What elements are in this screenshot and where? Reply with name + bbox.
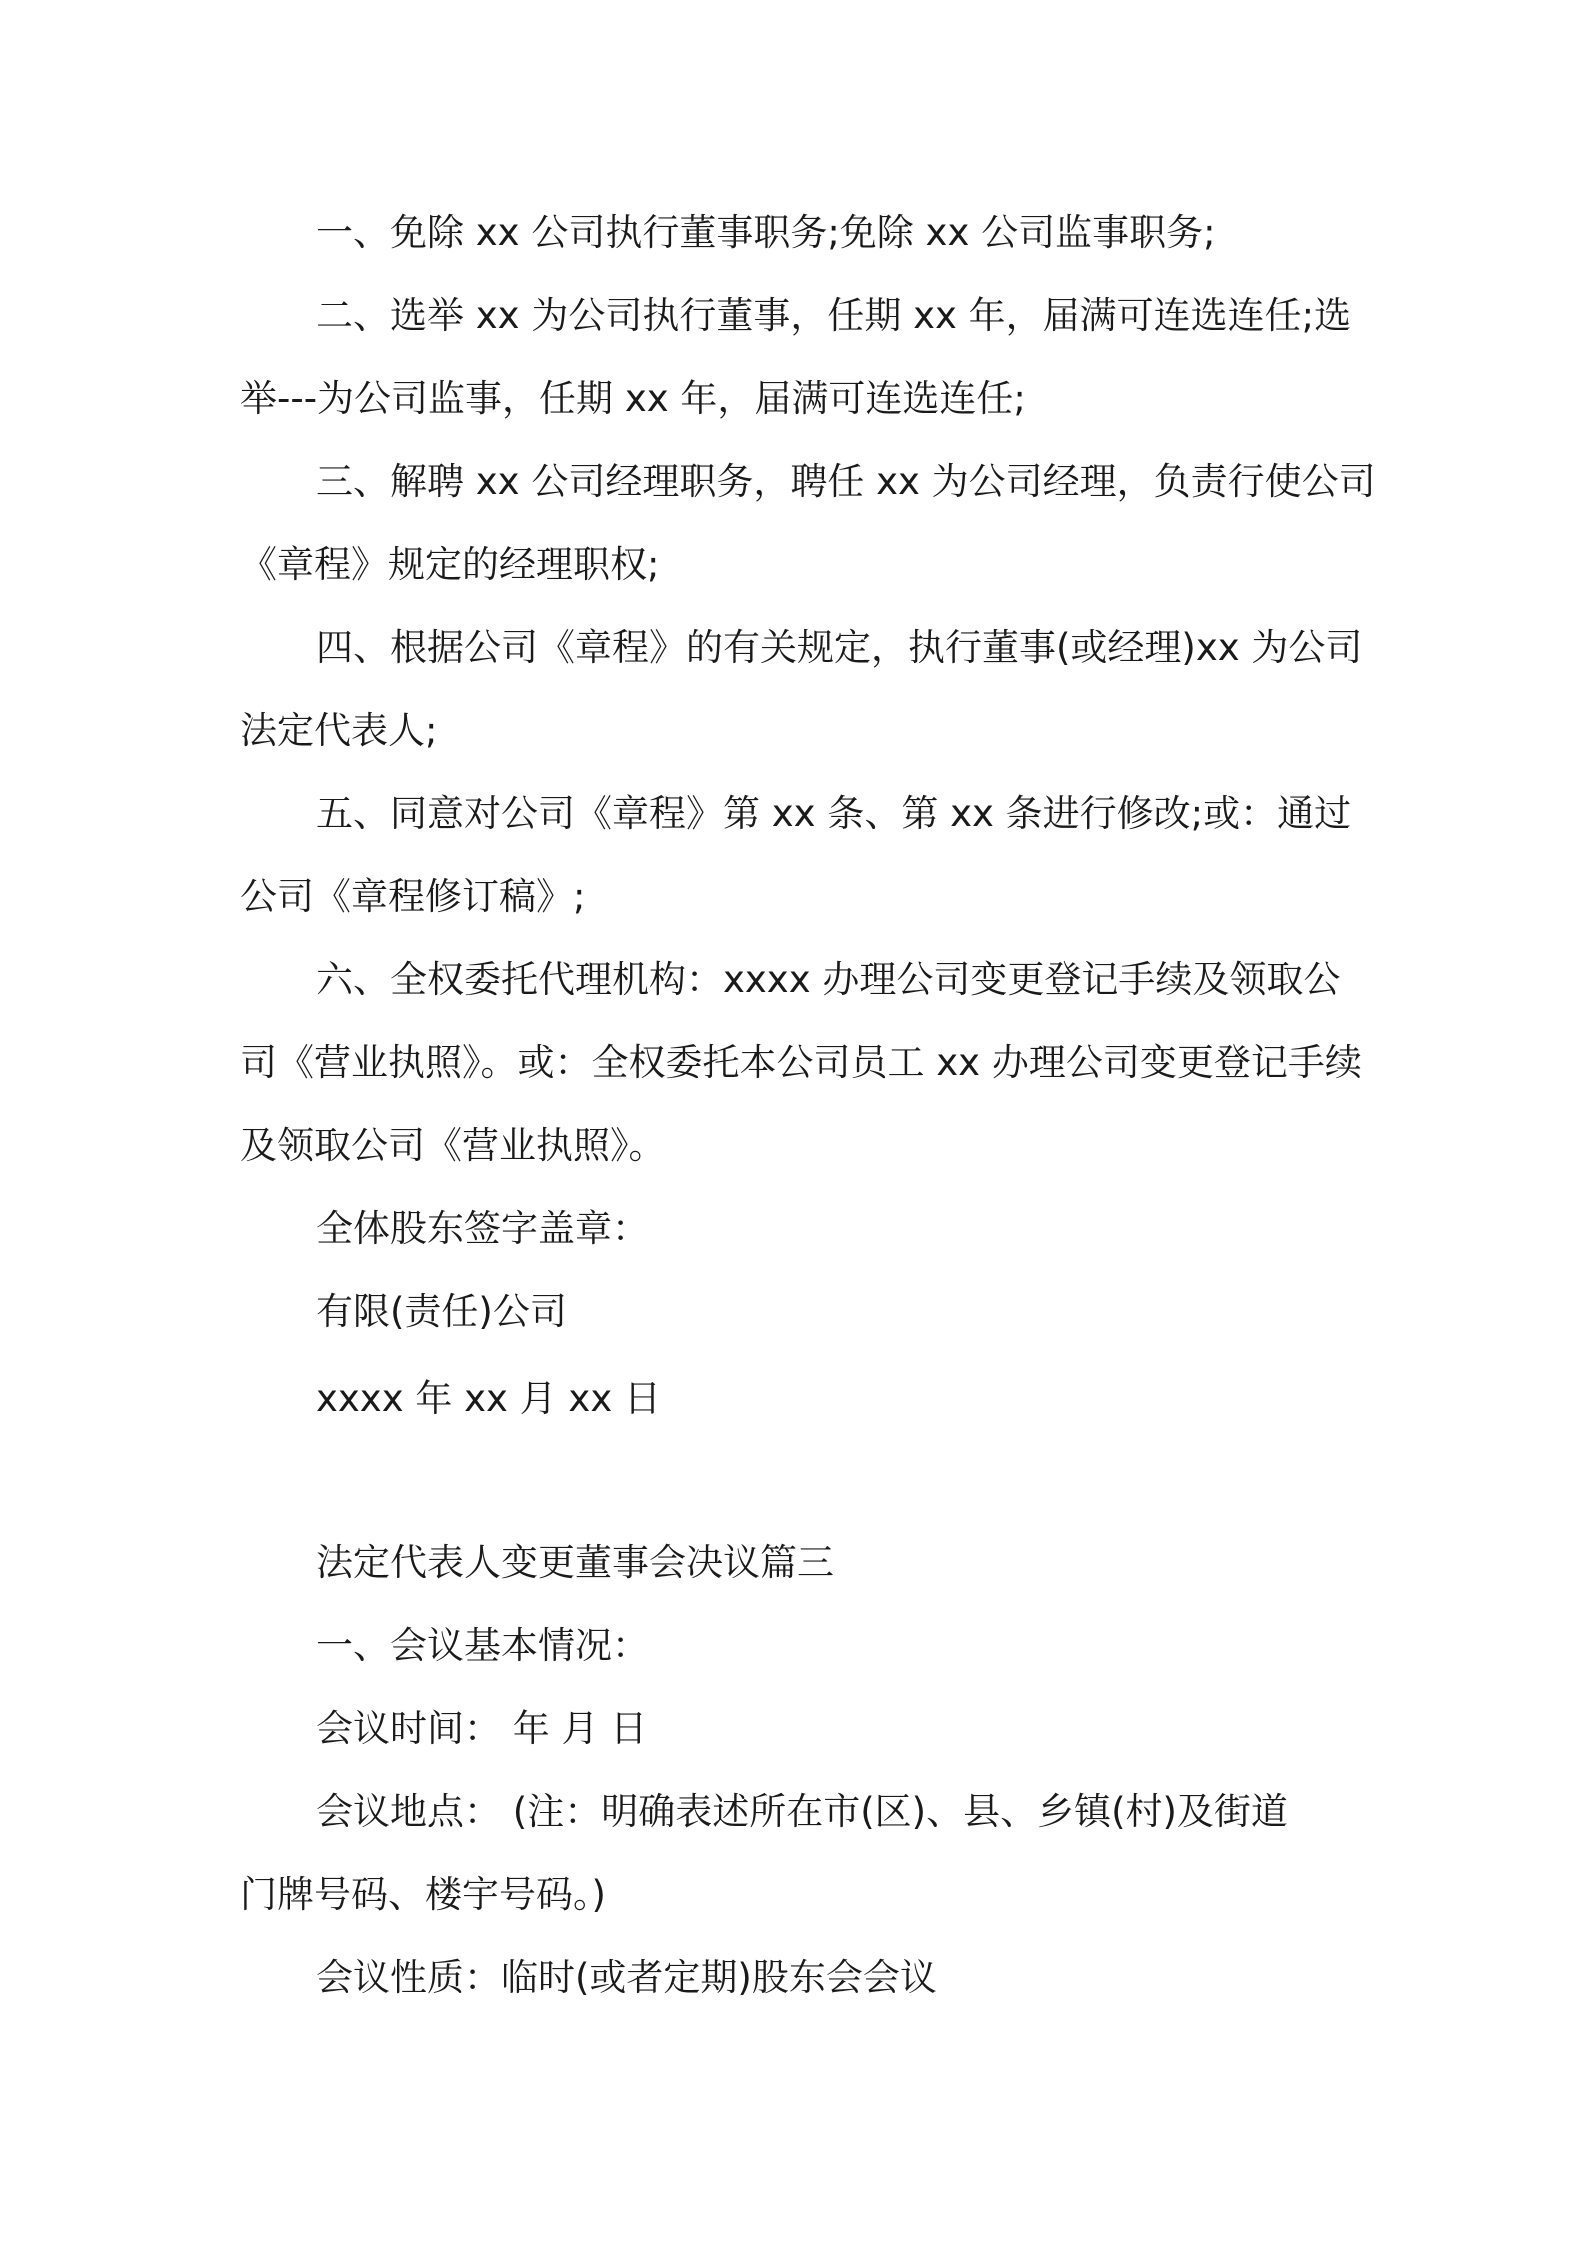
resolution-item-2	[240, 274, 1360, 440]
company-name: 有限(责任)公司	[316, 1290, 567, 1333]
meeting-place	[240, 1770, 1360, 1936]
resolution-date: xxxx 年 xx 月 xx 日	[316, 1377, 661, 1420]
meeting-heading: 一、会议基本情况：	[316, 1624, 649, 1667]
paragraph-line: 一、免除 xx 公司执行董事职务;免除 xx 公司监事职务;	[316, 211, 1216, 254]
resolution-item-5	[240, 772, 1360, 938]
paragraph-line: 门牌号码、楼宇号码。)	[240, 1873, 606, 1916]
paragraph-line: 举---为公司监事，任期 xx 年，届满可连选连任;	[240, 377, 1026, 420]
resolution-item-4	[240, 606, 1363, 772]
paragraph-line: 六、全权委托代理机构：xxxx 办理公司变更登记手续及领取公	[316, 958, 1341, 1001]
meeting-time: 会议时间： 年 月 日	[316, 1707, 648, 1750]
resolution-item-1	[240, 191, 1360, 274]
paragraph-line: 四、根据公司《章程》的有关规定，执行董事(或经理)xx 为公司	[316, 626, 1363, 669]
paragraph-line: 公司《章程修订稿》;	[240, 875, 586, 918]
signature-label: 全体股东签字盖章：	[316, 1207, 649, 1250]
paragraph-line: 《章程》规定的经理职权;	[240, 543, 660, 586]
paragraph-line: 会议地点： (注：明确表述所在市(区)、县、乡镇(村)及街道	[316, 1790, 1288, 1833]
paragraph-line: 司《营业执照》。或：全权委托本公司员工 xx 办理公司变更登记手续	[240, 1041, 1362, 1084]
resolution-item-3	[240, 440, 1376, 606]
paragraph-line: 五、同意对公司《章程》第 xx 条、第 xx 条进行修改;或：通过	[316, 792, 1352, 835]
paragraph-line: 二、选举 xx 为公司执行董事，任期 xx 年，届满可连选连任;选	[316, 294, 1352, 337]
paragraph-line: 及领取公司《营业执照》。	[240, 1124, 666, 1167]
meeting-nature: 会议性质：临时(或者定期)股东会会议	[316, 1956, 937, 1999]
paragraph-line: 三、解聘 xx 公司经理职务，聘任 xx 为公司经理，负责行使公司	[316, 460, 1376, 503]
section-title: 法定代表人变更董事会决议篇三	[316, 1541, 834, 1584]
paragraph-line: 法定代表人;	[240, 709, 438, 752]
resolution-item-6	[240, 938, 1360, 1187]
